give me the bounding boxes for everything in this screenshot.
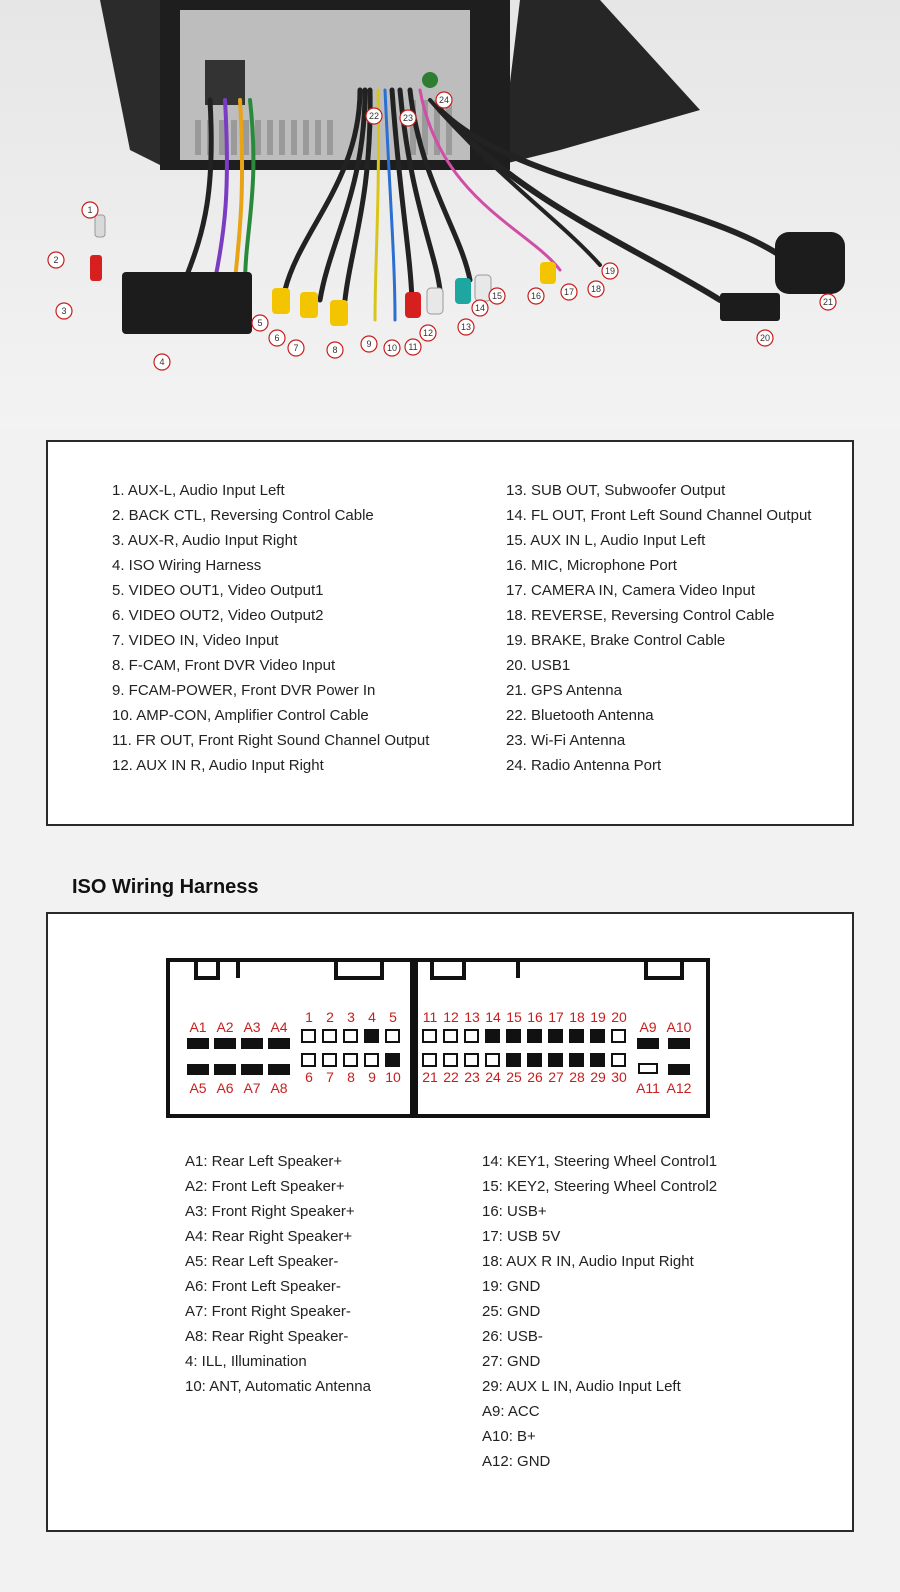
pin-label-29: 29 [590, 1069, 606, 1085]
svg-text:24: 24 [438, 95, 450, 106]
pin-label-A4: A4 [270, 1019, 288, 1035]
section-title: ISO Wiring Harness [72, 876, 259, 898]
svg-text:2: 2 [53, 255, 59, 266]
pin-label-A1: A1 [189, 1019, 207, 1035]
pin-label-24: 24 [485, 1069, 501, 1085]
iso-connector-block [122, 272, 252, 334]
pin-label-26: 26 [527, 1069, 543, 1085]
legend-item: 18. REVERSE, Reversing Control Cable [506, 607, 775, 624]
pin-label-A7: A7 [243, 1080, 261, 1096]
callout-17 [561, 284, 577, 300]
pin-label-20: 20 [611, 1009, 627, 1025]
legend-item: 2. BACK CTL, Reversing Control Cable [112, 507, 374, 524]
pin-item: A3: Front Right Speaker+ [185, 1203, 355, 1220]
pin-29 [591, 1054, 604, 1066]
svg-text:9: 9 [366, 339, 372, 350]
legend-item: 6. VIDEO OUT2, Video Output2 [112, 607, 324, 624]
connection-legend [46, 440, 854, 826]
pin-A12 [668, 1064, 690, 1075]
svg-text:6: 6 [274, 333, 280, 344]
pin-9 [365, 1054, 378, 1066]
pin-30 [612, 1054, 625, 1066]
pin-label-A11: A11 [636, 1080, 660, 1096]
pin-A4 [268, 1038, 290, 1049]
callout-12 [420, 325, 436, 341]
callout-6 [269, 330, 285, 346]
pin-item: 27: GND [482, 1353, 541, 1370]
pin-21 [423, 1054, 436, 1066]
legend-item: 1. AUX-L, Audio Input Left [112, 482, 285, 499]
pin-label-14: 14 [485, 1009, 501, 1025]
legend-item: 8. F-CAM, Front DVR Video Input [112, 657, 336, 674]
pin-item: A7: Front Right Speaker- [185, 1303, 351, 1320]
pin-17 [549, 1030, 562, 1042]
pin-label-A6: A6 [216, 1080, 234, 1096]
svg-text:16: 16 [530, 291, 542, 302]
usb-plug [720, 293, 780, 321]
pin-label-A5: A5 [189, 1080, 207, 1096]
callout-11 [405, 339, 421, 355]
pin-label-8: 8 [347, 1069, 355, 1085]
callout-10 [384, 340, 400, 356]
pin-label-2: 2 [326, 1009, 334, 1025]
legend-item: 16. MIC, Microphone Port [506, 557, 677, 574]
svg-text:11: 11 [408, 342, 418, 353]
legend-item: 17. CAMERA IN, Camera Video Input [506, 582, 756, 599]
pin-A3 [241, 1038, 263, 1049]
pin-item: A8: Rear Right Speaker- [185, 1328, 349, 1345]
pin-label-25: 25 [506, 1069, 522, 1085]
pin-label-23: 23 [464, 1069, 480, 1085]
pin-25 [507, 1054, 520, 1066]
pin-item: 26: USB- [482, 1328, 543, 1345]
pin-label-18: 18 [569, 1009, 585, 1025]
svg-text:7: 7 [293, 343, 299, 354]
pin-label-27: 27 [548, 1069, 564, 1085]
pin-19 [591, 1030, 604, 1042]
pin-label-30: 30 [611, 1069, 627, 1085]
pin-label-28: 28 [569, 1069, 585, 1085]
pin-left-column [185, 1149, 371, 1399]
pin-label-A3: A3 [243, 1019, 261, 1035]
pin-A10 [668, 1038, 690, 1049]
callout-20 [757, 330, 773, 346]
pin-5 [386, 1030, 399, 1042]
pin-A11 [639, 1064, 657, 1073]
legend-item: 14. FL OUT, Front Left Sound Channel Output [506, 507, 812, 524]
pin-label-21: 21 [422, 1069, 438, 1085]
callout-24 [436, 92, 452, 108]
pin-10 [386, 1054, 399, 1066]
callout-8 [327, 342, 343, 358]
pin-28 [570, 1054, 583, 1066]
pin-A6 [214, 1064, 236, 1075]
pin-label-19: 19 [590, 1009, 606, 1025]
pin-A1 [187, 1038, 209, 1049]
svg-text:14: 14 [474, 303, 486, 314]
pin-right-column [482, 1149, 717, 1474]
pin-label-15: 15 [506, 1009, 522, 1025]
pin-A8 [268, 1064, 290, 1075]
svg-text:13: 13 [460, 322, 472, 333]
callout-9 [361, 336, 377, 352]
callout-21 [820, 294, 836, 310]
pin-22 [444, 1054, 457, 1066]
legend-item: 21. GPS Antenna [506, 682, 622, 699]
pin-item: 18: AUX R IN, Audio Input Right [482, 1253, 694, 1270]
pin-26 [528, 1054, 541, 1066]
legend-item: 19. BRAKE, Brake Control Cable [506, 632, 726, 649]
pin-27 [549, 1054, 562, 1066]
pin-label-16: 16 [527, 1009, 543, 1025]
svg-text:15: 15 [491, 291, 503, 302]
pin-item: 19: GND [482, 1278, 541, 1295]
pin-label-3: 3 [347, 1009, 355, 1025]
pin-20 [612, 1030, 625, 1042]
callout-23 [400, 110, 416, 126]
callout-14 [472, 300, 488, 316]
pin-23 [465, 1054, 478, 1066]
callout-18 [588, 281, 604, 297]
iso-harness-panel [46, 912, 854, 1532]
pin-label-17: 17 [548, 1009, 564, 1025]
callout-22 [366, 108, 382, 124]
pin-item: 16: USB+ [482, 1203, 547, 1220]
pin-4 [365, 1030, 378, 1042]
callout-5 [252, 315, 268, 331]
callout-3 [56, 303, 72, 319]
pin-A7 [241, 1064, 263, 1075]
callout-19 [602, 263, 618, 279]
legend-item: 12. AUX IN R, Audio Input Right [112, 757, 324, 774]
pin-13 [465, 1030, 478, 1042]
pin-label-5: 5 [389, 1009, 397, 1025]
callout-13 [458, 319, 474, 335]
pin-A5 [187, 1064, 209, 1075]
svg-text:18: 18 [590, 284, 602, 295]
svg-text:19: 19 [604, 266, 616, 277]
pin-item: A10: B+ [482, 1428, 536, 1445]
svg-text:10: 10 [386, 343, 398, 354]
harness-photo [0, 0, 900, 430]
legend-item: 13. SUB OUT, Subwoofer Output [506, 482, 726, 499]
pin-2 [323, 1030, 336, 1042]
pin-item: 17: USB 5V [482, 1228, 561, 1245]
svg-text:4: 4 [159, 357, 165, 368]
pin-label-A10: A10 [666, 1019, 692, 1035]
svg-text:12: 12 [422, 328, 434, 339]
pin-label-10: 10 [385, 1069, 401, 1085]
callout-16 [528, 288, 544, 304]
svg-text:5: 5 [257, 318, 263, 329]
pin-label-A12: A12 [666, 1080, 692, 1096]
svg-text:23: 23 [402, 113, 414, 124]
pin-item: A12: GND [482, 1453, 551, 1470]
pin-item: 4: ILL, Illumination [185, 1353, 307, 1370]
svg-text:21: 21 [822, 297, 834, 308]
legend-item: 15. AUX IN L, Audio Input Left [506, 532, 706, 549]
pin-6 [302, 1054, 315, 1066]
pin-label-13: 13 [464, 1009, 480, 1025]
pin-15 [507, 1030, 520, 1042]
svg-text:1: 1 [87, 205, 93, 216]
pin-A2 [214, 1038, 236, 1049]
pin-label-9: 9 [368, 1069, 376, 1085]
pin-label-12: 12 [443, 1009, 459, 1025]
pin-item: 14: KEY1, Steering Wheel Control1 [482, 1153, 718, 1170]
legend-item: 10. AMP-CON, Amplifier Control Cable [112, 707, 369, 724]
pin-label-1: 1 [305, 1009, 313, 1025]
pin-label-A9: A9 [639, 1019, 657, 1035]
pin-item: 10: ANT, Automatic Antenna [185, 1378, 371, 1395]
legend-item: 24. Radio Antenna Port [506, 757, 662, 774]
pin-item: 15: KEY2, Steering Wheel Control2 [482, 1178, 718, 1195]
connector-pinout-diagram [166, 958, 710, 1120]
pin-3 [344, 1030, 357, 1042]
pin-label-4: 4 [368, 1009, 376, 1025]
pin-item: 25: GND [482, 1303, 541, 1320]
pin-label-11: 11 [422, 1009, 438, 1025]
pin-11 [423, 1030, 436, 1042]
pin-16 [528, 1030, 541, 1042]
legend-item: 11. FR OUT, Front Right Sound Channel Output [112, 732, 430, 749]
pin-label-A8: A8 [270, 1080, 288, 1096]
pin-item: 29: AUX L IN, Audio Input Left [482, 1378, 681, 1395]
pin-label-7: 7 [326, 1069, 334, 1085]
legend-item: 22. Bluetooth Antenna [506, 707, 654, 724]
callout-4 [154, 354, 170, 370]
legend-item: 7. VIDEO IN, Video Input [112, 632, 279, 649]
pin-12 [444, 1030, 457, 1042]
pin-14 [486, 1030, 499, 1042]
legend-item: 23. Wi-Fi Antenna [506, 732, 626, 749]
pin-18 [570, 1030, 583, 1042]
svg-text:22: 22 [368, 111, 380, 122]
legend-item: 4. ISO Wiring Harness [112, 557, 262, 574]
svg-text:17: 17 [563, 287, 575, 298]
legend-item: 5. VIDEO OUT1, Video Output1 [112, 582, 324, 599]
legend-item: 20. USB1 [506, 657, 571, 674]
legend-item: 3. AUX-R, Audio Input Right [112, 532, 298, 549]
callout-15 [489, 288, 505, 304]
pin-item: A5: Rear Left Speaker- [185, 1253, 339, 1270]
pin-item: A4: Rear Right Speaker+ [185, 1228, 353, 1245]
callout-1 [82, 202, 98, 218]
svg-text:8: 8 [332, 345, 338, 356]
pin-1 [302, 1030, 315, 1042]
pin-label-22: 22 [443, 1069, 459, 1085]
pin-label-6: 6 [305, 1069, 313, 1085]
pin-24 [486, 1054, 499, 1066]
pin-item: A6: Front Left Speaker- [185, 1278, 341, 1295]
legend-left-column [112, 478, 429, 778]
pin-item: A2: Front Left Speaker+ [185, 1178, 345, 1195]
gps-antenna [775, 232, 845, 294]
callout-2 [48, 252, 64, 268]
svg-text:20: 20 [759, 333, 771, 344]
callout-7 [288, 340, 304, 356]
pin-8 [344, 1054, 357, 1066]
svg-text:3: 3 [61, 306, 67, 317]
pin-A9 [637, 1038, 659, 1049]
legend-item: 9. FCAM-POWER, Front DVR Power In [112, 682, 376, 699]
pin-item: A9: ACC [482, 1403, 540, 1420]
legend-right-column [506, 478, 811, 778]
pin-7 [323, 1054, 336, 1066]
pin-item: A1: Rear Left Speaker+ [185, 1153, 343, 1170]
pin-label-A2: A2 [216, 1019, 234, 1035]
